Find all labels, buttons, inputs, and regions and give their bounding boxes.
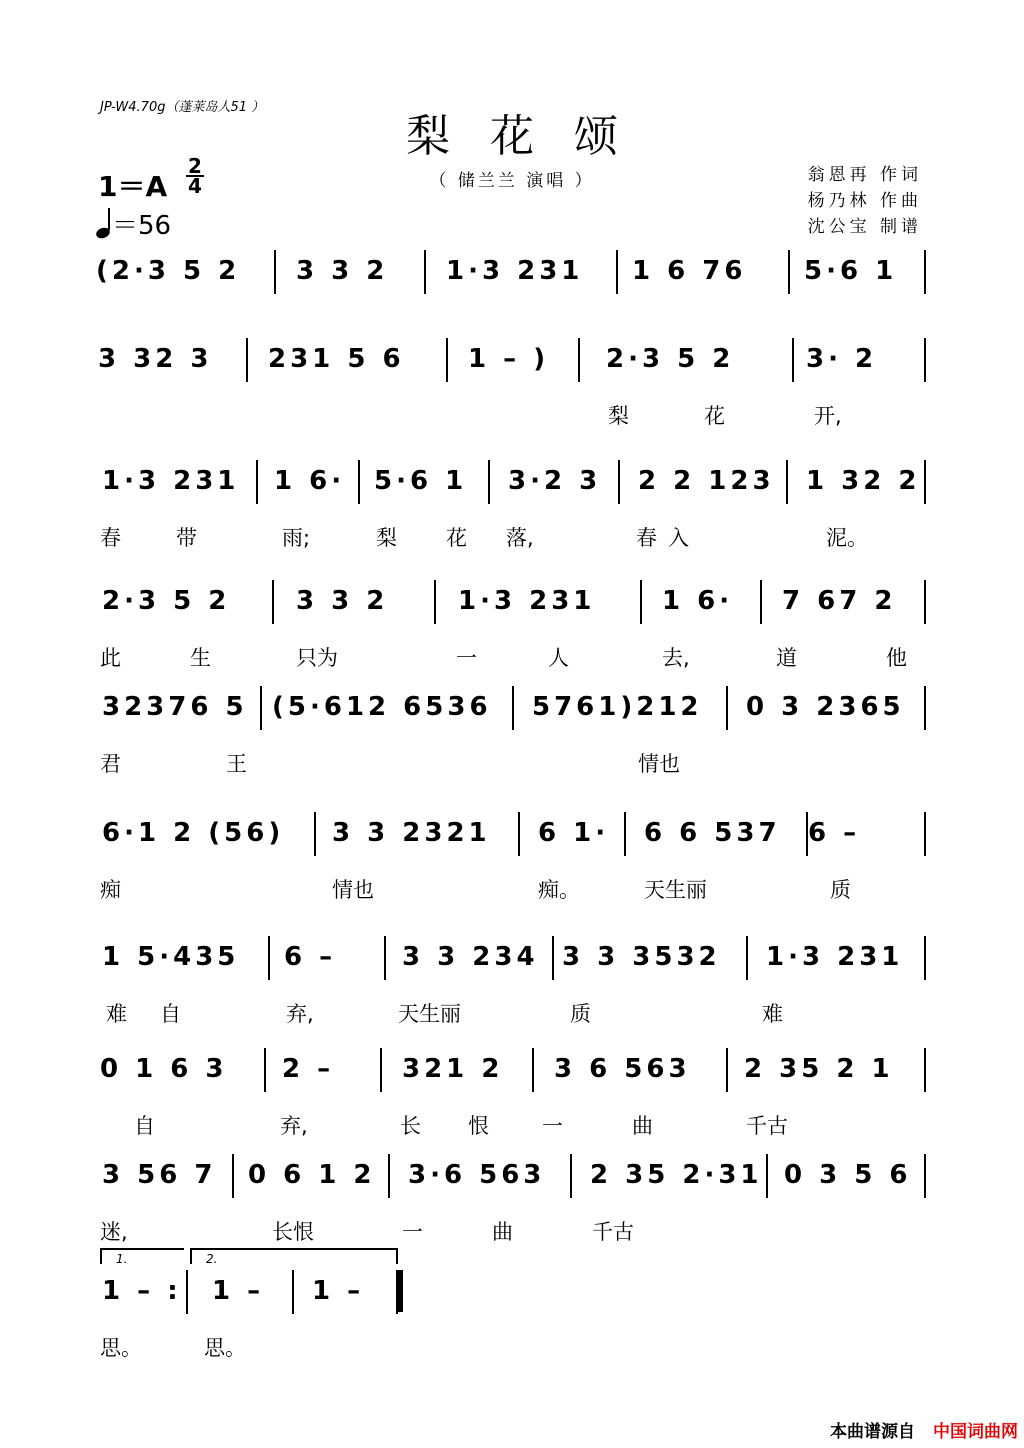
barline xyxy=(924,936,926,980)
lyric-syllable: 王 xyxy=(226,752,247,776)
barline xyxy=(488,460,490,504)
lyric-syllable: 长恨 xyxy=(272,1220,314,1244)
measure-notes: 3 6 563 xyxy=(554,1054,691,1084)
lyric-syllable: 他 xyxy=(886,646,907,670)
singer-credit: （ 储兰兰 演唱 ） xyxy=(429,171,595,191)
notation-row-8 xyxy=(96,1054,932,1094)
measure-notes: 0 3 2365 xyxy=(746,692,905,722)
barline xyxy=(434,580,436,624)
measure-notes: 6·1 2 (56) xyxy=(102,818,285,848)
measure-notes: 3 32 3 xyxy=(98,344,213,374)
lyric-row-8 xyxy=(96,1110,932,1138)
volta-label-1: 1. xyxy=(116,1252,128,1266)
footer xyxy=(830,1417,1018,1442)
measure-notes: 1 – ) xyxy=(468,344,550,374)
barline xyxy=(618,460,620,504)
barline xyxy=(380,1048,382,1092)
lyric-syllable: 此 xyxy=(100,646,121,670)
measure-notes: 6 6 537 xyxy=(644,818,781,848)
lyric-syllable: 天生丽 xyxy=(398,1002,461,1026)
barline xyxy=(570,1154,572,1198)
source-tag: JP-W4.70g（蓬莱岛人51 ） xyxy=(100,100,265,115)
barline xyxy=(260,686,262,730)
lyric-syllable: 难 xyxy=(762,1002,783,1026)
barline xyxy=(766,1154,768,1198)
measure-notes: 5·6 1 xyxy=(804,256,898,286)
lyric-syllable: 梨 xyxy=(608,404,629,428)
lyricist-credit: 翁恩再 作词 xyxy=(807,165,922,185)
lyric-syllable: 曲 xyxy=(492,1220,513,1244)
lyric-row-6 xyxy=(96,874,932,902)
lyric-syllable: 自 xyxy=(134,1114,155,1138)
lyric-syllable: 春 xyxy=(100,526,121,550)
lyric-syllable: 春 xyxy=(636,526,657,550)
lyric-syllable: 只为 xyxy=(296,646,338,670)
key-signature: 1＝A xyxy=(98,170,168,203)
volta-bracket-1 xyxy=(100,1248,184,1264)
lyric-syllable: 一 xyxy=(542,1114,563,1138)
measure-notes: 2·3 5 2 xyxy=(606,344,735,374)
measure-notes: 3· 2 xyxy=(806,344,878,374)
measure-notes: 3 3 2321 xyxy=(332,818,491,848)
measure-notes: 3·6 563 xyxy=(408,1160,546,1190)
lyric-syllable: 长 xyxy=(400,1114,421,1138)
notation-row-2 xyxy=(96,344,932,384)
time-sig-bottom: 4 xyxy=(188,174,202,198)
lyric-syllable: 花 xyxy=(704,404,725,428)
lyric-syllable: 一 xyxy=(456,646,477,670)
lyric-syllable: 质 xyxy=(830,878,851,902)
measure-notes: 6 1· xyxy=(538,818,610,848)
measure-notes: 2 2 123 xyxy=(638,466,775,496)
measure-notes: 32376 5 xyxy=(102,692,248,722)
lyric-syllable: 带 xyxy=(176,526,197,550)
lyric-syllable: 千古 xyxy=(592,1220,634,1244)
volta-label-2: 2. xyxy=(206,1252,218,1266)
barline xyxy=(256,460,258,504)
lyric-row-10 xyxy=(96,1332,932,1360)
volta-bracket-2 xyxy=(190,1248,398,1264)
barline xyxy=(924,1048,926,1092)
barline xyxy=(274,250,276,294)
notation-row-10 xyxy=(96,1276,932,1316)
lyric-syllable: 泥。 xyxy=(826,526,868,550)
barline xyxy=(924,686,926,730)
barline xyxy=(924,580,926,624)
lyric-syllable: 入 xyxy=(668,526,689,550)
measure-notes: 1 5·435 xyxy=(102,942,240,972)
measure-notes: 1 32 2 xyxy=(806,466,921,496)
barline xyxy=(446,338,448,382)
lyric-syllable: 去, xyxy=(662,646,690,670)
notation-row-3 xyxy=(96,466,932,506)
barline xyxy=(924,338,926,382)
measure-notes: (2·3 5 2 xyxy=(96,256,241,286)
measure-notes: 0 3 5 6 xyxy=(784,1160,912,1190)
barline xyxy=(532,1048,534,1092)
measure-notes: 3 3 2 xyxy=(296,256,389,286)
barline xyxy=(578,338,580,382)
measure-notes: 3 3 234 xyxy=(402,942,539,972)
lyric-syllable: 花 xyxy=(446,526,467,550)
time-sig-top: 2 xyxy=(188,154,202,178)
lyric-syllable: 痴。 xyxy=(538,878,580,902)
measure-notes: 3 3 3532 xyxy=(562,942,721,972)
tempo-marking xyxy=(96,205,171,242)
page-title: 梨花颂 xyxy=(406,111,658,162)
lyric-syllable: 落, xyxy=(506,526,534,550)
lyric-syllable: 君 xyxy=(100,752,121,776)
measure-notes: 6 – xyxy=(284,942,337,972)
lyric-row-4 xyxy=(96,642,932,670)
lyric-syllable: 弃, xyxy=(280,1114,308,1138)
measure-notes: 1 – xyxy=(312,1276,365,1306)
composer-credit: 杨乃林 作曲 xyxy=(807,191,922,211)
barline xyxy=(388,1154,390,1198)
measure-notes: 2 – xyxy=(282,1054,335,1084)
barline xyxy=(246,338,248,382)
lyric-syllable: 天生丽 xyxy=(644,878,707,902)
lyric-syllable: 梨 xyxy=(376,526,397,550)
measure-notes: 6 – xyxy=(808,818,861,848)
notation-row-1 xyxy=(96,256,932,296)
lyric-row-3 xyxy=(96,522,932,550)
lyric-syllable: 千古 xyxy=(746,1114,788,1138)
lyric-syllable: 自 xyxy=(160,1002,181,1026)
lyric-syllable: 迷, xyxy=(100,1220,128,1244)
notation-row-9 xyxy=(96,1160,932,1200)
measure-notes: 1 6· xyxy=(662,586,734,616)
measure-notes: 3·2 3 xyxy=(508,466,602,496)
barline xyxy=(512,686,514,730)
lyric-syllable: 生 xyxy=(190,646,211,670)
lyric-row-5 xyxy=(96,748,932,776)
lyric-syllable: 痴 xyxy=(100,878,121,902)
lyric-syllable: 质 xyxy=(570,1002,591,1026)
barline xyxy=(924,460,926,504)
notation-row-6 xyxy=(96,818,932,858)
transcriber-credit: 沈公宝 制谱 xyxy=(807,217,922,237)
barline xyxy=(726,1048,728,1092)
lyric-syllable: 一 xyxy=(402,1220,423,1244)
barline xyxy=(186,1270,188,1314)
measure-notes: (5·612 6536 xyxy=(272,692,492,722)
barline xyxy=(806,812,808,856)
lyric-syllable: 雨; xyxy=(282,526,311,550)
barline xyxy=(518,812,520,856)
measure-notes: 1 6 76 xyxy=(632,256,747,286)
measure-notes: 321 2 xyxy=(402,1054,504,1084)
lyric-syllable: 思。 xyxy=(204,1336,246,1360)
barline xyxy=(272,580,274,624)
footer-site-name[interactable]: 中国词曲网 xyxy=(933,1422,1018,1442)
barline xyxy=(786,460,788,504)
lyric-syllable: 思。 xyxy=(100,1336,142,1360)
note-stem xyxy=(108,208,110,230)
measure-notes: 231 5 6 xyxy=(268,344,405,374)
barline xyxy=(384,936,386,980)
measure-notes: 0 1 6 3 xyxy=(100,1054,228,1084)
lyric-syllable: 曲 xyxy=(632,1114,653,1138)
measure-notes: 1·3 231 xyxy=(766,942,904,972)
barline xyxy=(924,812,926,856)
barline xyxy=(616,250,618,294)
barline xyxy=(746,936,748,980)
lyric-syllable: 开, xyxy=(814,404,842,428)
barline xyxy=(760,580,762,624)
lyric-syllable: 人 xyxy=(548,646,569,670)
measure-notes: 1·3 231 xyxy=(102,466,240,496)
measure-notes: 1·3 231 xyxy=(446,256,584,286)
lyric-syllable: 弃, xyxy=(286,1002,314,1026)
final-barline xyxy=(398,1270,403,1312)
barline xyxy=(792,338,794,382)
barline xyxy=(552,936,554,980)
lyric-syllable: 情也 xyxy=(638,752,680,776)
notation-row-7 xyxy=(96,942,932,982)
barline xyxy=(924,1154,926,1198)
barline xyxy=(924,250,926,294)
barline xyxy=(424,250,426,294)
lyric-row-7 xyxy=(96,998,932,1026)
measure-notes: 5761)212 xyxy=(532,692,703,722)
lyric-syllable: 道 xyxy=(776,646,797,670)
barline xyxy=(314,812,316,856)
measure-notes: 2 35 2 1 xyxy=(744,1054,894,1084)
barline xyxy=(726,686,728,730)
measure-notes: 3 56 7 xyxy=(102,1160,217,1190)
barline xyxy=(232,1154,234,1198)
lyric-syllable: 难 xyxy=(106,1002,127,1026)
measure-notes: 2·3 5 2 xyxy=(102,586,231,616)
lyric-row-2 xyxy=(96,400,932,428)
tempo-value: ＝56 xyxy=(112,211,172,241)
measure-notes: 1·3 231 xyxy=(458,586,596,616)
measure-notes: 7 67 2 xyxy=(782,586,897,616)
measure-notes: 1 6· xyxy=(274,466,346,496)
measure-notes: 1 – xyxy=(212,1276,265,1306)
barline xyxy=(624,812,626,856)
barline xyxy=(788,250,790,294)
barline xyxy=(640,580,642,624)
notation-row-4 xyxy=(96,586,932,626)
measure-notes: 1 – : xyxy=(102,1276,182,1306)
barline xyxy=(264,1048,266,1092)
measure-notes: 5·6 1 xyxy=(374,466,468,496)
lyric-row-9 xyxy=(96,1216,932,1244)
measure-notes: 2 35 2·31 xyxy=(590,1160,763,1190)
measure-notes: 3 3 2 xyxy=(296,586,389,616)
barline xyxy=(292,1270,294,1314)
lyric-syllable: 情也 xyxy=(332,878,374,902)
lyric-syllable: 恨 xyxy=(468,1114,489,1138)
measure-notes: 0 6 1 2 xyxy=(248,1160,376,1190)
notation-row-5 xyxy=(96,692,932,732)
barline xyxy=(358,460,360,504)
footer-source-label: 本曲谱源自 xyxy=(830,1422,915,1442)
barline xyxy=(268,936,270,980)
